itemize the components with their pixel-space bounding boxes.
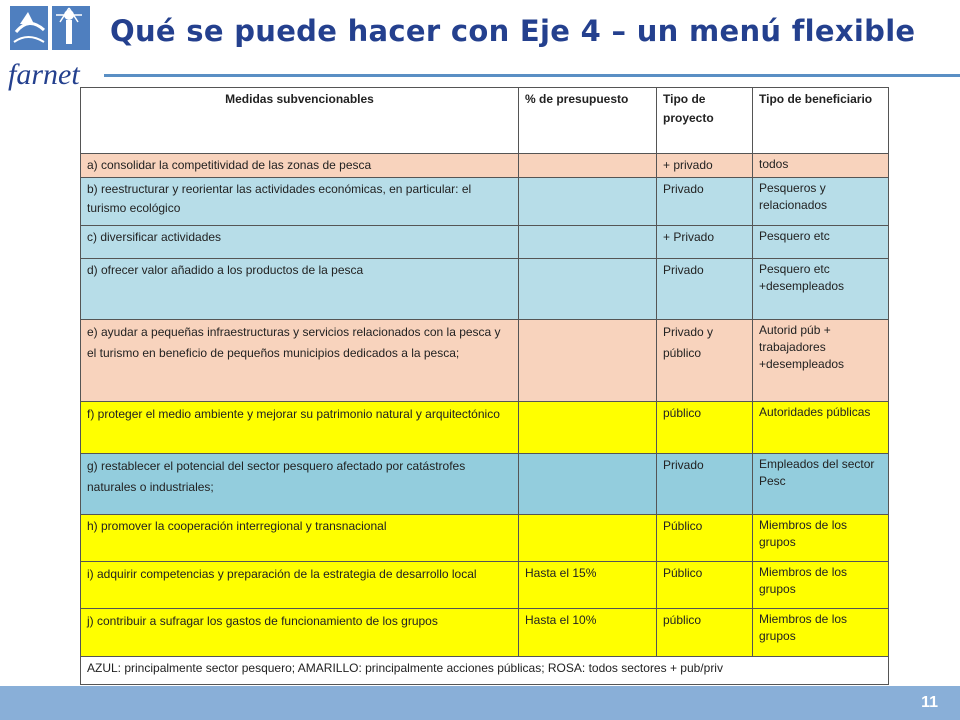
cell-tipo-proyecto: Privado	[657, 259, 753, 320]
measures-table	[80, 87, 889, 685]
table-row	[81, 609, 889, 657]
cell-medida: g) restablecer el potencial del sector pesquero afectado por catástrofes naturales o industriales;	[81, 454, 519, 515]
cell-presupuesto	[519, 259, 657, 320]
table-row	[81, 454, 889, 515]
cell-medida: e) ayudar a pequeñas infraestructuras y servicios relacionados con la pesca y el turismo en beneficio de pequeños municipios dedicados a la pesca;	[81, 320, 519, 402]
cell-presupuesto	[519, 402, 657, 454]
cell-beneficiario: Pesquero etc	[753, 226, 889, 259]
table-row	[81, 178, 889, 226]
table-row	[81, 154, 889, 178]
cell-tipo-proyecto: Privado	[657, 178, 753, 226]
table-row	[81, 515, 889, 562]
cell-medida: b) reestructurar y reorientar las actividades económicas, en particular: el turismo ecológico	[81, 178, 519, 226]
cell-tipo-proyecto: Privado	[657, 454, 753, 515]
table-row	[81, 562, 889, 609]
cell-beneficiario: Miembros de los grupos	[753, 609, 889, 657]
cell-presupuesto	[519, 154, 657, 178]
color-legend: AZUL: principalmente sector pesquero; AMARILLO: principalmente acciones públicas; ROSA: todos sectores + pub/priv	[81, 657, 889, 685]
cell-tipo-proyecto: público	[657, 402, 753, 454]
table-row	[81, 226, 889, 259]
cell-medida: a) consolidar la competitividad de las zonas de pesca	[81, 154, 519, 178]
cell-beneficiario: Miembros de los grupos	[753, 515, 889, 562]
table-row	[81, 402, 889, 454]
page-number: 11	[921, 694, 938, 711]
cell-medida: f) proteger el medio ambiente y mejorar su patrimonio natural y arquitectónico	[81, 402, 519, 454]
header-medidas: Medidas subvencionables	[81, 88, 519, 154]
cell-beneficiario: Pesqueros y relacionados	[753, 178, 889, 226]
measures-table-container	[80, 87, 888, 685]
cell-presupuesto: Hasta el 15%	[519, 562, 657, 609]
cell-tipo-proyecto: público	[657, 609, 753, 657]
cell-presupuesto	[519, 515, 657, 562]
cell-medida: j) contribuir a sufragar los gastos de funcionamiento de los grupos	[81, 609, 519, 657]
cell-medida: h) promover la cooperación interregional y transnacional	[81, 515, 519, 562]
table-row	[81, 259, 889, 320]
table-row	[81, 320, 889, 402]
cell-beneficiario: Miembros de los grupos	[753, 562, 889, 609]
cell-medida: c) diversificar actividades	[81, 226, 519, 259]
page-title: Qué se puede hacer con Eje 4 – un menú flexible	[110, 14, 916, 48]
title-divider	[104, 74, 960, 77]
cell-presupuesto	[519, 178, 657, 226]
cell-presupuesto	[519, 320, 657, 402]
cell-tipo-proyecto: Público	[657, 562, 753, 609]
header-tipo-proyecto: Tipo de proyecto	[657, 88, 753, 154]
cell-beneficiario: Autorid púb + trabajadores +desempleados	[753, 320, 889, 402]
cell-tipo-proyecto: + privado	[657, 154, 753, 178]
cell-beneficiario: Autoridades públicas	[753, 402, 889, 454]
cell-tipo-proyecto: + Privado	[657, 226, 753, 259]
logo-icon	[10, 6, 90, 50]
table-header-row	[81, 88, 889, 154]
cell-medida: d) ofrecer valor añadido a los productos de la pesca	[81, 259, 519, 320]
cell-beneficiario: Pesquero etc +desempleados	[753, 259, 889, 320]
cell-medida: i) adquirir competencias y preparación de la estrategia de desarrollo local	[81, 562, 519, 609]
logo-wordmark: farnet	[8, 58, 80, 91]
header-presupuesto: % de presupuesto	[519, 88, 657, 154]
legend-row	[81, 657, 889, 685]
footer-bar	[0, 686, 960, 720]
cell-presupuesto	[519, 454, 657, 515]
cell-beneficiario: Empleados del sector Pesc	[753, 454, 889, 515]
cell-beneficiario: todos	[753, 154, 889, 178]
cell-tipo-proyecto: Privado y público	[657, 320, 753, 402]
cell-tipo-proyecto: Público	[657, 515, 753, 562]
cell-presupuesto: Hasta el 10%	[519, 609, 657, 657]
header-tipo-beneficiario: Tipo de beneficiario	[753, 88, 889, 154]
cell-presupuesto	[519, 226, 657, 259]
farnet-logo	[4, 2, 100, 94]
